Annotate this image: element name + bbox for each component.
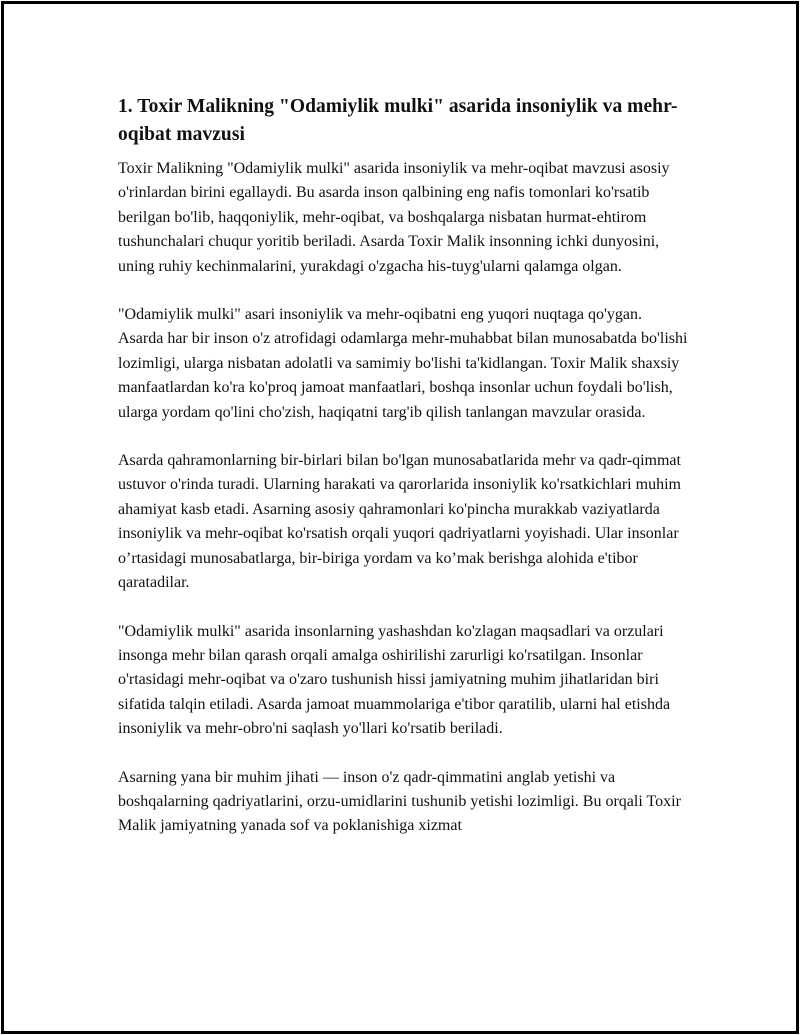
section-heading: 1. Toxir Malikning "Odamiylik mulki" asarida insoniylik va mehr-oqibat mavzusi — [118, 96, 678, 145]
paragraph-3: Asarda qahramonlarning bir-birlari bilan bo'lgan munosabatlarida mehr va qadr-qimmat ustuvor o'rinda turadi. Ularning harakati va qarorlarida insoniylik ko'rsatkichlari muhim ahamiyat kasb etadi. Asarning asosiy qahramonlari ko'pincha murakkab vaziyatlarda insoniylik va mehr-oqibat ko'rsatish orqali yuqori qadriyatlarni yoyishadi. Ular insonlar o’rtasidagi munosabatlarga, bir-biriga yordam va ko’mak berishga alohida e'tibor qaratadilar. — [118, 452, 681, 592]
paragraph-5: Asarning yana bir muhim jihati — inson o'z qadr-qimmatini anglab yetishi va boshqalarning qadriyatlarini, orzu-umidlarini tushunib yetishi lozimligi. Bu orqali Toxir Malik jamiyatning yanada sof va poklanishiga xizmat — [118, 768, 681, 835]
paragraph-2: "Odamiylik mulki" asari insoniylik va mehr-oqibatni eng yuqori nuqtaga qo'ygan. Asarda har bir inson o'z atrofidagi odamlarga mehr-muhabbat bilan munosabatda bo'lishi lozimligi, ularga nisbatan adolatli va samimiy bo'lishi ta'kidlangan. Toxir Malik shaxsiy manfaatlardan ko'ra ko'proq jamoat manfaatlari, boshqa insonlar uchun foydali bo'lish, ularga yordam qo'lini cho'zish, haqiqatni targ'ib qilish tanlangan mavzular orasida. — [118, 306, 688, 421]
paragraph-4: "Odamiylik mulki" asarida insonlarning yashashdan ko'zlagan maqsadlari va orzulari insonga mehr bilan qarash orqali amalga oshirilishi zarurligi ko'rsatilgan. Insonlar o'rtasidagi mehr-oqibat va o'zaro tushunish hissi jamiyatning muhim jihatlaridan biri sifatida talqin etiladi. Asarda jamoat muammolariga e'tibor qaratilib, ularni hal etishda insoniylik va mehr-obro'ni saqlash yo'llari ko'rsatib beriladi. — [118, 622, 671, 738]
document-body — [118, 93, 688, 863]
paragraph-1: Toxir Malikning "Odamiylik mulki" asarida insoniylik va mehr-oqibat mavzusi asosiy o'rinlardan birini egallaydi. Bu asarda inson qalbining eng nafis tomonlari ko'rsatib berilgan bo'lib, haqqoniylik, mehr-oqibat, va boshqalarga nisbatan hurmat-ehtirom tushunchalari chuqur yoritib beriladi. Asarda Toxir Malik insonning ichki dunyosini, uning ruhiy kechinmalarini, yurakdagi o'zgacha his-tuyg'ularni qalamga olgan. — [118, 160, 670, 275]
